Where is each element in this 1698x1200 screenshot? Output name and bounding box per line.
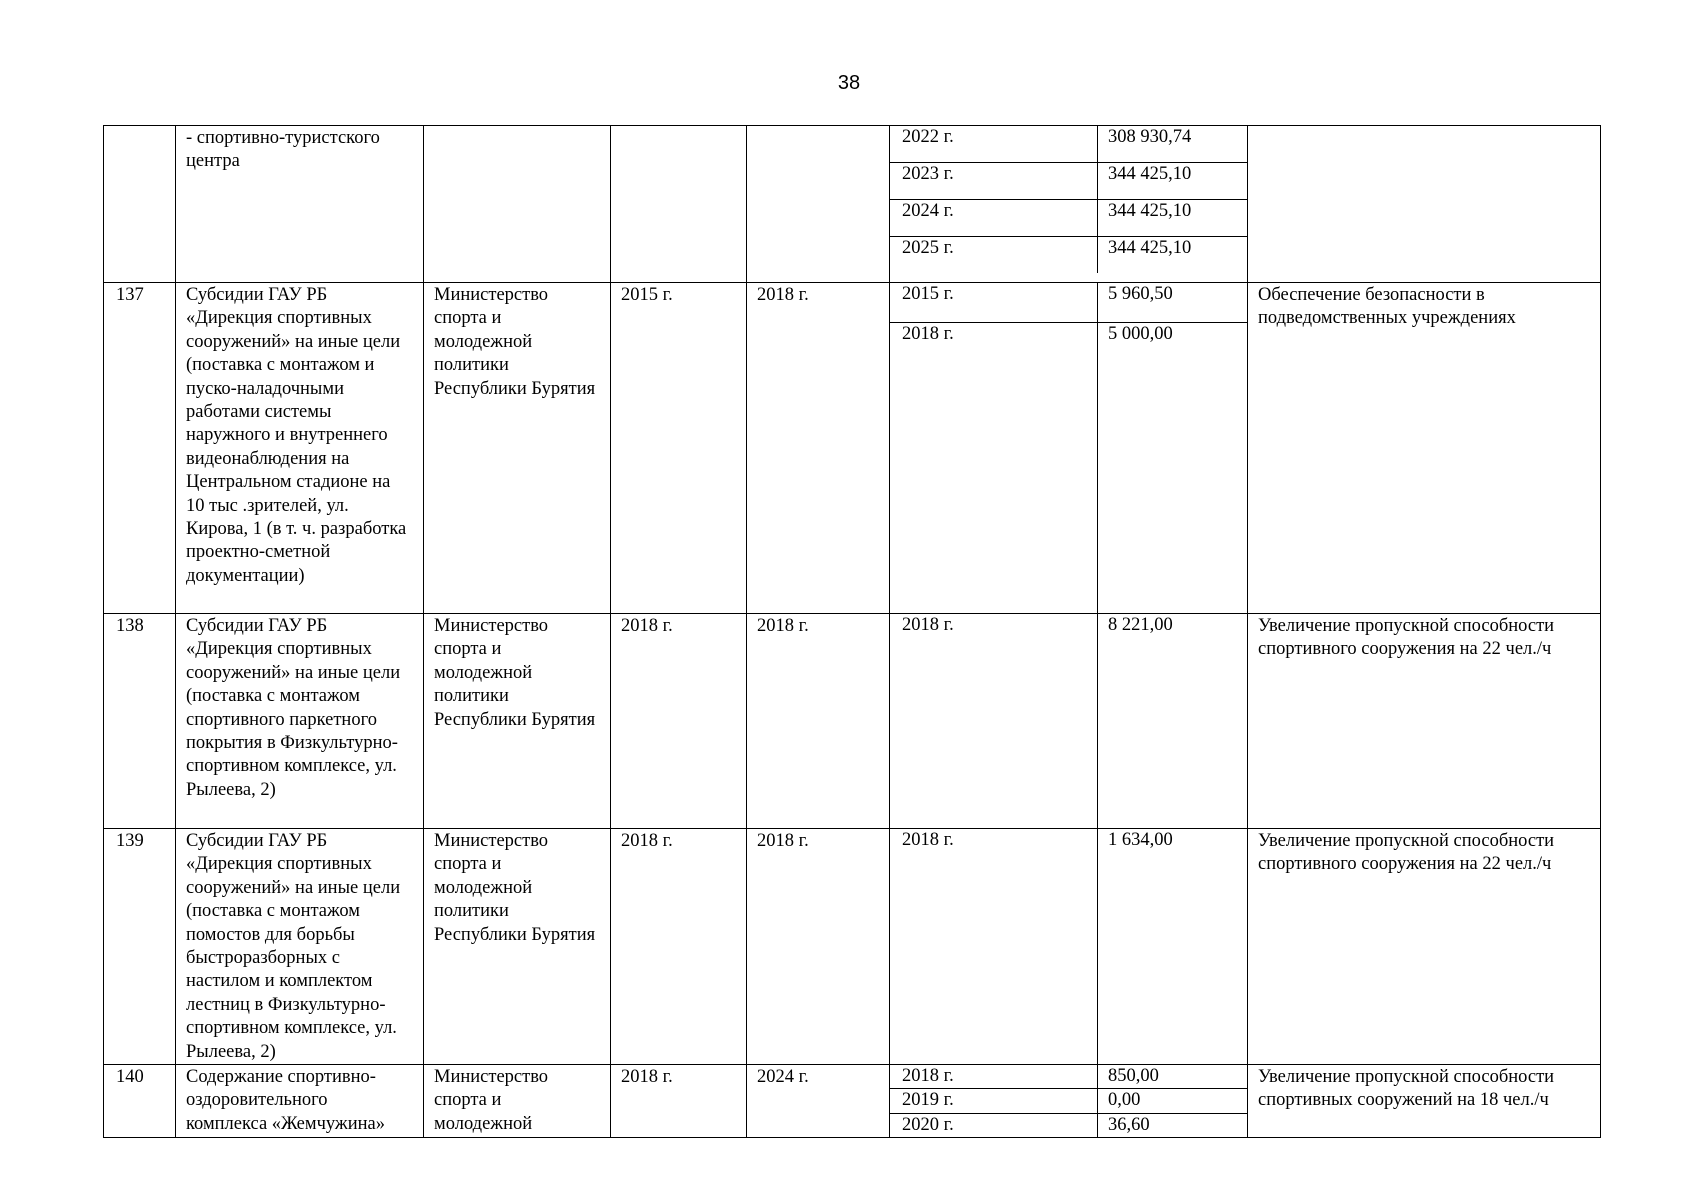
funding-row xyxy=(890,200,1247,237)
row-number-cell: 139 xyxy=(104,829,176,1065)
funding-subtable xyxy=(890,283,1247,613)
description-cell: - спортивно-туристского центра xyxy=(176,126,424,283)
funding-row xyxy=(890,614,1247,828)
funding-cell xyxy=(890,614,1248,829)
description-cell: Субсидии ГАУ РБ «Дирекция спортивных сооружений» на иные цели (поставка с монтажом и пуско-наладочными работами системы наружного и внутреннего видеонаблюдения на Центральном стадионе на 10 тыс .зрителей, ул. Кирова, 1 (в т. ч. разработка проектно-сметной документации) xyxy=(176,283,424,614)
description-cell: Субсидии ГАУ РБ «Дирекция спортивных сооружений» на иные цели (поставка с монтажом помостов для борьбы быстроразборных с настилом и комплектом лестниц в Физкультурно-спортивном комплексе, ул. Рылеева, 2) xyxy=(176,829,424,1065)
executor-cell: Министерство спорта и молодежной xyxy=(424,1065,611,1138)
funding-year: 2020 г. xyxy=(890,1113,1098,1137)
table-row xyxy=(104,829,1601,1065)
start-year-cell: 2015 г. xyxy=(611,283,747,614)
funding-amount: 344 425,10 xyxy=(1098,200,1248,237)
funding-row xyxy=(890,126,1247,163)
result-cell: Обеспечение безопасности в подведомственных учреждениях xyxy=(1248,283,1601,614)
description-cell: Субсидии ГАУ РБ «Дирекция спортивных сооружений» на иные цели (поставка с монтажом спортивного паркетного покрытия в Физкультурно-спортивном комплексе, ул. Рылеева, 2) xyxy=(176,614,424,829)
executor-cell: Министерство спорта и молодежной политики Республики Бурятия xyxy=(424,614,611,829)
funding-cell xyxy=(890,829,1248,1065)
funding-subtable xyxy=(890,1065,1247,1137)
table-row xyxy=(104,1065,1601,1138)
funding-row xyxy=(890,322,1247,613)
program-table xyxy=(103,125,1601,1138)
result-cell: Увеличение пропускной способности спортивного сооружения на 22 чел./ч xyxy=(1248,614,1601,829)
funding-year: 2018 г. xyxy=(890,322,1098,613)
funding-row xyxy=(890,283,1247,322)
funding-subtable xyxy=(890,829,1247,1064)
result-cell: Увеличение пропускной способности спортивного сооружения на 22 чел./ч xyxy=(1248,829,1601,1065)
funding-subtable xyxy=(890,126,1247,273)
funding-year: 2015 г. xyxy=(890,283,1098,322)
funding-year: 2019 г. xyxy=(890,1089,1098,1113)
funding-amount: 344 425,10 xyxy=(1108,238,1192,258)
start-year-cell: 2018 г. xyxy=(611,614,747,829)
funding-subtable xyxy=(890,614,1247,828)
table-row xyxy=(104,283,1601,614)
executor-cell: Министерство спорта и молодежной политики Республики Бурятия xyxy=(424,283,611,614)
funding-amount: 0,00 xyxy=(1098,1089,1248,1113)
row-number-cell: 140 xyxy=(104,1065,176,1138)
table-row xyxy=(104,126,1601,283)
funding-row xyxy=(890,829,1247,1064)
table-row xyxy=(104,614,1601,829)
funding-year: 2018 г. xyxy=(890,829,1098,1064)
end-year-cell: 2024 г. xyxy=(747,1065,890,1138)
funding-amount: 8 221,00 xyxy=(1108,615,1173,635)
end-year-cell: 2018 г. xyxy=(747,614,890,829)
funding-amount: 5 960,50 xyxy=(1098,283,1248,322)
funding-year: 2022 г. xyxy=(890,126,1098,163)
row-number-cell: 137 xyxy=(104,283,176,614)
description-cell: Содержание спортивно-оздоровительного комплекса «Жемчужина» xyxy=(176,1065,424,1138)
result-cell: Увеличение пропускной способности спортивных сооружений на 18 чел./ч xyxy=(1248,1065,1601,1138)
funding-year: 2024 г. xyxy=(890,200,1098,237)
start-year-cell: 2018 г. xyxy=(611,1065,747,1138)
funding-row xyxy=(890,1089,1247,1113)
funding-year: 2023 г. xyxy=(890,163,1098,200)
funding-amount: 1 634,00 xyxy=(1108,830,1173,850)
page-number: 38 xyxy=(837,72,861,94)
row-number-cell xyxy=(104,126,176,283)
funding-year: 2025 г. xyxy=(890,237,1098,274)
funding-amount: 36,60 xyxy=(1108,1114,1150,1135)
funding-row xyxy=(890,1065,1247,1089)
funding-amount: 308 930,74 xyxy=(1098,126,1248,163)
row-number-cell: 138 xyxy=(104,614,176,829)
funding-row xyxy=(890,163,1247,200)
funding-cell xyxy=(890,1065,1248,1138)
executor-cell: Министерство спорта и молодежной политики Республики Бурятия xyxy=(424,829,611,1065)
funding-row xyxy=(890,1113,1247,1137)
funding-year: 2018 г. xyxy=(890,1065,1098,1089)
funding-amount: 344 425,10 xyxy=(1098,163,1248,200)
start-year-cell: 2018 г. xyxy=(611,829,747,1065)
funding-cell xyxy=(890,126,1248,283)
end-year-cell xyxy=(747,126,890,283)
executor-cell xyxy=(424,126,611,283)
funding-year: 2018 г. xyxy=(890,614,1098,828)
funding-cell xyxy=(890,283,1248,614)
end-year-cell: 2018 г. xyxy=(747,829,890,1065)
start-year-cell xyxy=(611,126,747,283)
end-year-cell: 2018 г. xyxy=(747,283,890,614)
funding-row xyxy=(890,237,1247,274)
result-cell xyxy=(1248,126,1601,283)
funding-amount: 5 000,00 xyxy=(1108,323,1173,344)
funding-amount: 850,00 xyxy=(1098,1065,1248,1089)
